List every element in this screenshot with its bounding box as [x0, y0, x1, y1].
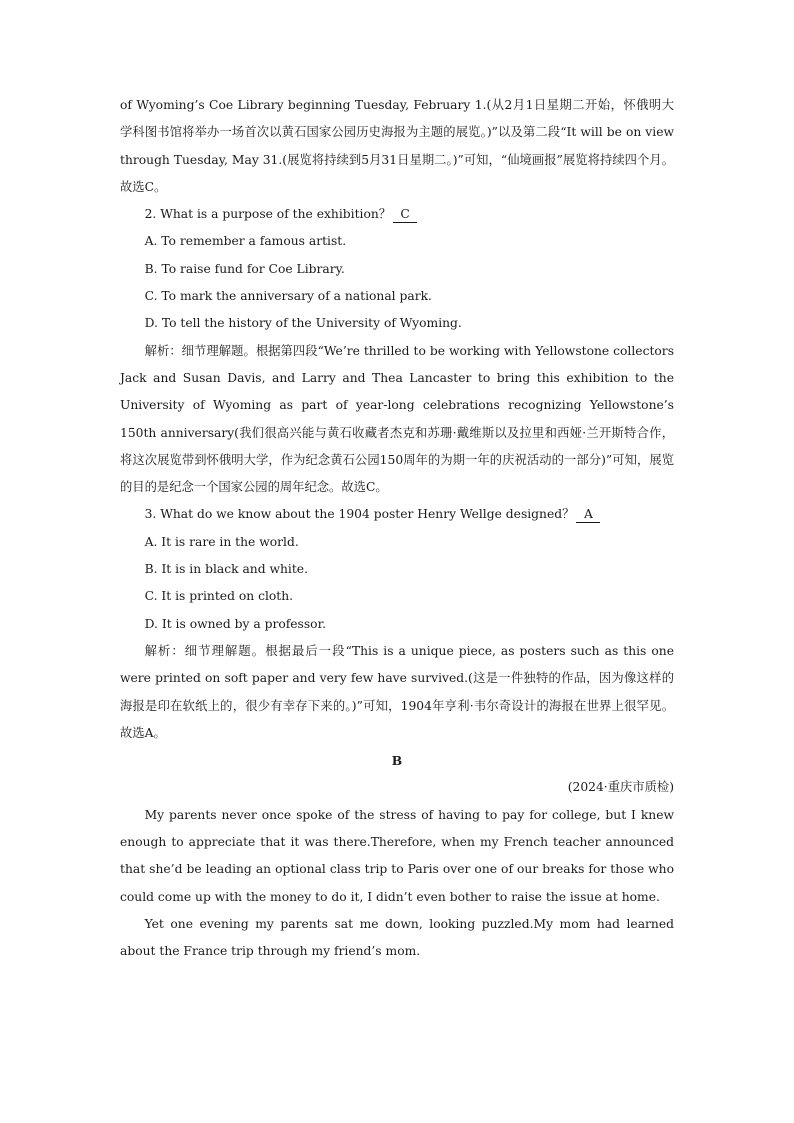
document-page [120, 92, 674, 966]
question-3-text: 3. What do we know about the 1904 poster Henry Wellge designed？ [144, 507, 575, 522]
question-2-stem [120, 201, 674, 228]
question-3-analysis: 解析：细节理解题。根据最后一段“This is a unique piece, as posters such as this one were printed on soft paper and very few have survived.(这是一件独特的作品，因为像这样的海报是印在软纸上的，很少有幸存下来的。)”可知，1904年亨利·韦尔奇设计的海报在世界上很罕见。故选A。 [120, 643, 674, 740]
question-2-option-c: C. To mark the anniversary of a national park. [144, 289, 432, 304]
question-3-stem [120, 501, 674, 528]
question-3-option-d: D. It is owned by a professor. [144, 616, 327, 631]
question-2-analysis: 解析：细节理解题。根据第四段“We’re thrilled to be working with Yellowstone collectors Jack and Susan Davis, and Larry and Thea Lancaster to bring this exhibition to the University of Wyoming as part of year-long celebrations recognizing Yellowstone’s 150th anniversary(我们很高兴能与黄石收藏者杰克和苏珊·戴维斯以及拉里和西娅·兰开斯特合作，将这次展览带到怀俄明大学，作为纪念黄石公园150周年的为期一年的庆祝活动的一部分)”可知，展览的目的是纪念一个国家公园的周年纪念。故选C。 [120, 343, 674, 495]
question-2-answer: C [393, 207, 417, 223]
section-source: (2024·重庆市质检) [567, 780, 674, 795]
question-2-text: 2. What is a purpose of the exhibition？ [144, 207, 392, 222]
intro-paragraph: of Wyoming’s Coe Library beginning Tuesday, February 1.(从2月1日星期二开始，怀俄明大学科图书馆将举办一场首次以黄石国家公园历史海报为主题的展览。)”以及第二段“It will be on view through Tuesday, May 31.(展览将持续到5月31日星期二。)”可知，“仙境画报”展览将持续四个月。故选C。 [120, 98, 674, 194]
passage-paragraph-1: My parents never once spoke of the stress of having to pay for college, but I knew enough to appreciate that it was there.Therefore, when my French teacher announced that she’d be leading an optional class trip to Paris over one of our breaks for those who could come up with the money to do it, I didn’t even bother to raise the issue at home. [120, 807, 674, 904]
section-title: B [391, 753, 403, 769]
question-3-option-a: A. It is rare in the world. [144, 534, 299, 549]
passage-paragraph-2: Yet one evening my parents sat me down, looking puzzled.My mom had learned about the France trip through my friend’s mom. [120, 916, 674, 959]
question-3-option-b: B. It is in black and white. [144, 562, 308, 577]
question-2-option-a: A. To remember a famous artist. [144, 234, 347, 249]
question-3-answer: A [576, 507, 600, 523]
question-2-option-b: B. To raise fund for Coe Library. [144, 261, 345, 276]
question-2-option-d: D. To tell the history of the University of Wyoming. [144, 316, 462, 331]
question-3-option-c: C. It is printed on cloth. [144, 589, 294, 604]
